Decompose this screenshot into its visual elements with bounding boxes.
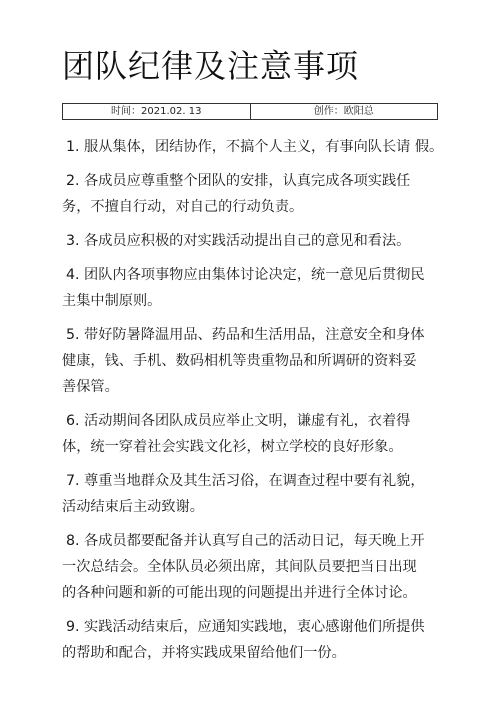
rule-line: 务，不擅自行动，对自己的行动负责。 bbox=[62, 199, 304, 215]
meta-table bbox=[62, 103, 438, 120]
rule-line: 6. 活动期间各团队成员应举止文明，谦虚有礼，衣着得 bbox=[66, 413, 411, 429]
rule-line: 2. 各成员应尊重整个团队的安排，认真完成各项实践任 bbox=[66, 173, 411, 189]
rule-item bbox=[62, 322, 442, 400]
meta-time: 时间：2021.02. 13 bbox=[111, 106, 202, 117]
rule-item bbox=[62, 262, 442, 314]
page-title: 团队纪律及注意事项 bbox=[62, 47, 360, 85]
rule-line: 的各种问题和新的可能出现的问题提出并进行全体讨论。 bbox=[62, 585, 417, 601]
rule-item bbox=[62, 168, 442, 220]
rule-line: 7. 尊重当地群众及其生活习俗，在调查过程中要有礼貌， bbox=[66, 473, 425, 489]
rule-item bbox=[62, 528, 442, 606]
rules-list bbox=[62, 134, 442, 674]
rule-item bbox=[62, 228, 442, 254]
rule-line: 1. 服从集体，团结协作，不搞个人主义，有事向队长请 假。 bbox=[66, 139, 444, 155]
rule-line: 善保管。 bbox=[62, 379, 119, 395]
rule-item bbox=[62, 408, 442, 460]
rule-item bbox=[62, 614, 442, 666]
rule-line: 8. 各成员都要配备并认真写自己的活动日记，每天晚上开 bbox=[66, 533, 425, 549]
rule-line: 活动结束后主动致谢。 bbox=[62, 499, 204, 515]
rule-item bbox=[62, 134, 442, 160]
rule-line: 4. 团队内各项事物应由集体讨论决定，统一意见后贯彻民 bbox=[66, 267, 425, 283]
rule-item bbox=[62, 468, 442, 520]
rule-line: 3. 各成员应积极的对实践活动提出自己的意见和看法。 bbox=[66, 233, 411, 249]
rule-line: 主集中制原则。 bbox=[62, 293, 162, 309]
meta-author: 创作：欧阳总 bbox=[250, 104, 438, 119]
rule-line: 的帮助和配合，并将实践成果留给他们一份。 bbox=[62, 645, 346, 661]
rule-line: 5. 带好防暑降温用品、药品和生活用品，注意安全和身体 bbox=[66, 327, 425, 343]
rule-line: 体，统一穿着社会实践文化衫，树立学校的良好形象。 bbox=[62, 439, 403, 455]
rule-line: 一次总结会。全体队员必须出席，其间队员要把当日出现 bbox=[62, 559, 417, 575]
rule-line: 9. 实践活动结束后，应通知实践地，衷心感谢他们所提供 bbox=[66, 619, 425, 635]
rule-line: 健康，钱、手机、数码相机等贵重物品和所调研的资料妥 bbox=[62, 353, 417, 369]
